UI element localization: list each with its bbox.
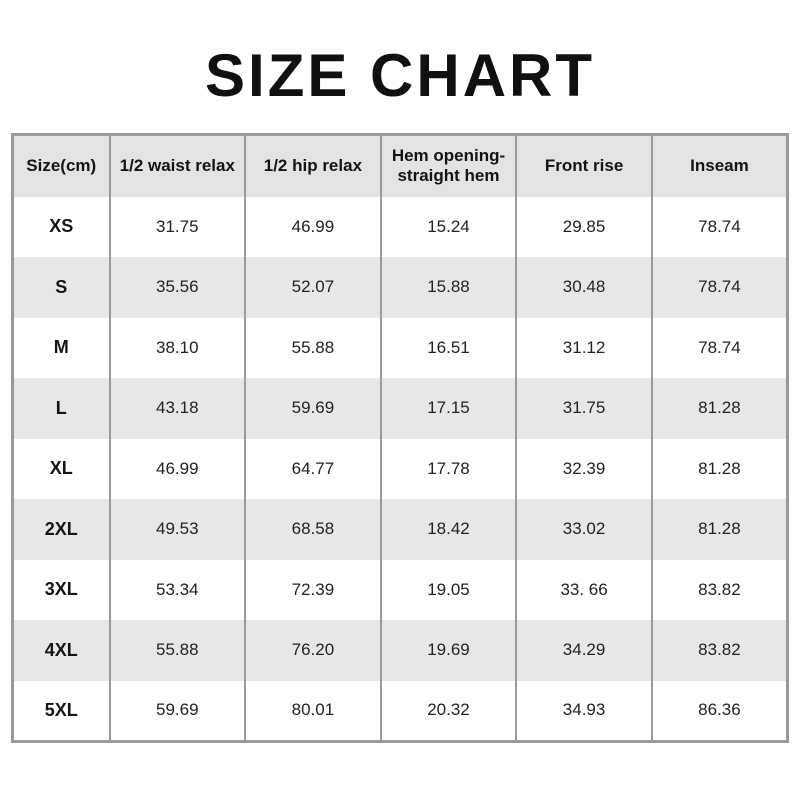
table-row — [13, 378, 788, 439]
column-header: Size(cm) — [26, 156, 97, 176]
size-chart-container — [11, 133, 789, 743]
size-label-cell: 4XL — [44, 639, 78, 660]
measurement-cell: 76.20 — [245, 620, 381, 681]
measurement-cell: 68.58 — [245, 499, 381, 560]
measurement-cell: 15.24 — [381, 197, 517, 258]
size-label-cell: L — [55, 397, 67, 418]
table-row — [13, 439, 788, 500]
measurement-cell: 34.29 — [516, 620, 652, 681]
measurement-cell: 19.69 — [381, 620, 517, 681]
measurement-cell: 34.93 — [516, 681, 652, 742]
measurement-cell: 53.34 — [110, 560, 246, 621]
measurement-cell: 59.69 — [110, 681, 246, 742]
measurement-cell: 33. 66 — [516, 560, 652, 621]
measurement-cell: 19.05 — [381, 560, 517, 621]
size-label-cell: XL — [49, 458, 73, 479]
measurement-cell: 81.28 — [652, 439, 788, 500]
measurement-cell: 55.88 — [245, 318, 381, 379]
table-row — [13, 560, 788, 621]
column-header: Front rise — [516, 135, 652, 197]
size-label-cell: XS — [49, 216, 74, 237]
measurement-cell: 17.15 — [381, 378, 517, 439]
size-chart-table — [11, 133, 789, 743]
measurement-cell: 78.74 — [652, 197, 788, 258]
measurement-cell: 46.99 — [110, 439, 246, 500]
column-header: 1/2 hip relax — [245, 135, 381, 197]
measurement-cell: 80.01 — [245, 681, 381, 742]
measurement-cell: 55.88 — [110, 620, 246, 681]
measurement-cell: 86.36 — [652, 681, 788, 742]
measurement-cell: 31.75 — [110, 197, 246, 258]
table-head — [13, 135, 788, 197]
measurement-cell: 18.42 — [381, 499, 517, 560]
measurement-cell: 78.74 — [652, 257, 788, 318]
size-label-cell: 3XL — [44, 579, 78, 600]
measurement-cell: 20.32 — [381, 681, 517, 742]
size-label-cell: 5XL — [44, 699, 78, 720]
column-header: Inseam — [652, 135, 788, 197]
measurement-cell: 15.88 — [381, 257, 517, 318]
table-row — [13, 197, 788, 258]
measurement-cell: 83.82 — [652, 560, 788, 621]
size-label-cell: 2XL — [44, 518, 78, 539]
measurement-cell: 35.56 — [110, 257, 246, 318]
measurement-cell: 29.85 — [516, 197, 652, 258]
measurement-cell: 64.77 — [245, 439, 381, 500]
measurement-cell: 43.18 — [110, 378, 246, 439]
measurement-cell: 81.28 — [652, 499, 788, 560]
measurement-cell: 16.51 — [381, 318, 517, 379]
table-row — [13, 257, 788, 318]
measurement-cell: 49.53 — [110, 499, 246, 560]
column-header: Hem opening-straight hem — [381, 135, 517, 197]
measurement-cell: 78.74 — [652, 318, 788, 379]
size-label-cell: S — [55, 276, 68, 297]
table-row — [13, 681, 788, 742]
measurement-cell: 31.12 — [516, 318, 652, 379]
measurement-cell: 33.02 — [516, 499, 652, 560]
measurement-cell: 30.48 — [516, 257, 652, 318]
measurement-cell: 83.82 — [652, 620, 788, 681]
measurement-cell: 38.10 — [110, 318, 246, 379]
measurement-cell: 59.69 — [245, 378, 381, 439]
size-label-cell: M — [53, 337, 69, 358]
measurement-cell: 46.99 — [245, 197, 381, 258]
measurement-cell: 32.39 — [516, 439, 652, 500]
measurement-cell: 17.78 — [381, 439, 517, 500]
table-row — [13, 499, 788, 560]
measurement-cell: 31.75 — [516, 378, 652, 439]
table-header-row — [13, 135, 788, 197]
measurement-cell: 81.28 — [652, 378, 788, 439]
table-row — [13, 620, 788, 681]
measurement-cell: 72.39 — [245, 560, 381, 621]
table-row — [13, 318, 788, 379]
column-header: 1/2 waist relax — [110, 135, 246, 197]
page-title: SIZE CHART — [205, 42, 595, 109]
table-body — [13, 197, 788, 742]
measurement-cell: 52.07 — [245, 257, 381, 318]
